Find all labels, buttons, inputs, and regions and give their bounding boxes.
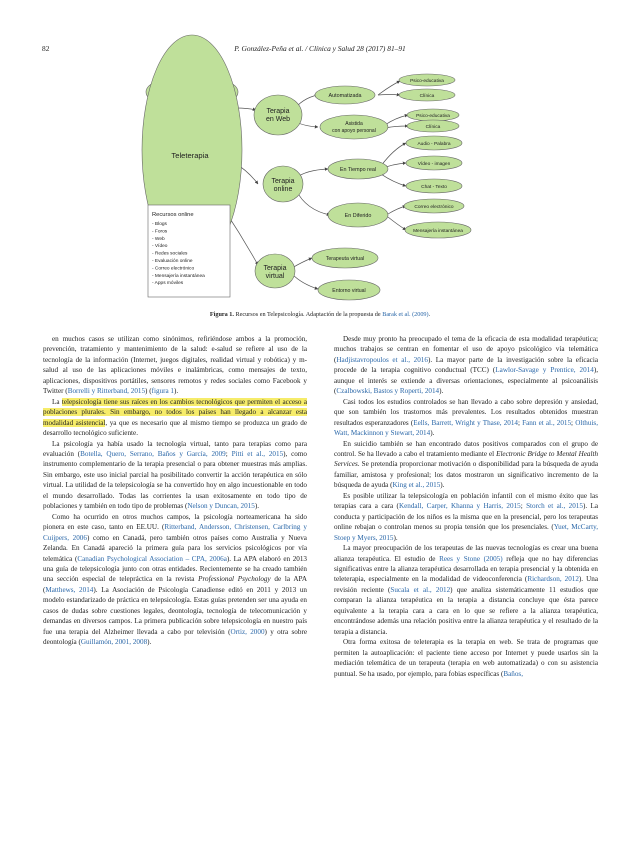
paragraph xyxy=(43,334,307,397)
terapia-web-label-2: en Web xyxy=(266,116,290,123)
body-text: ; xyxy=(518,418,523,427)
recursos-online-item: - Blogs xyxy=(152,222,167,227)
body-text: La psicología ya había usado la tecnología virtual, tanto para terapias como para evaluación ( xyxy=(43,439,307,458)
citation-link[interactable]: Ortiz, 2000 xyxy=(230,627,265,636)
citation-link[interactable]: Guillamón, 2001, 2008 xyxy=(80,638,148,647)
body-text: Como ha ocurrido en otros muchos campos, la psicología norteamericana ha sido pionera en este caso, tanto en EE.UU. ( xyxy=(43,512,307,532)
recursos-online-item: - Redes sociales xyxy=(152,251,188,257)
paragraph xyxy=(334,334,598,397)
recursos-online-item: - Evaluación online xyxy=(152,259,193,264)
body-text: La xyxy=(52,397,62,406)
citation-link[interactable]: Pitti et al., 2015 xyxy=(231,449,284,458)
citation-link[interactable]: Sucala et al., 2012 xyxy=(390,585,451,594)
mensajeria-label: Mensajería instantánea xyxy=(413,229,463,234)
paragraph xyxy=(43,512,307,648)
citation-link[interactable]: Hadjistavropoulos et al., 2016 xyxy=(336,355,428,364)
citation-link[interactable]: Ritterband, Andersson, Christensen, Carlbring y Cuijpers, 2006 xyxy=(43,523,307,542)
figure-caption xyxy=(42,311,598,318)
body-text: ). xyxy=(254,502,259,511)
figure-label: Figura 1. xyxy=(209,311,234,318)
citation-link[interactable]: Rees y Stone (2005) xyxy=(439,554,503,563)
body-text: , ya que es necesario que al mismo tiempo se produzca un grado de desarrollo tecnológico suficiente. xyxy=(43,418,307,438)
asistida-node xyxy=(320,115,388,139)
body-text: ). La conducta y participación de los niños es la misma que en la presencial, pero los terapeutas online rebajan o controlan menos su propia tensión que los presenciales. ( xyxy=(334,502,598,532)
recursos-online-item: - Apps móviles xyxy=(152,281,184,287)
body-text: Es posible utilizar la telepsicología en población infantil con el mismo éxito que las terapias cara a cara ( xyxy=(334,491,598,511)
recursos-online-item: - Correo electrónico xyxy=(152,266,195,272)
terapeuta-virtual-label: Terapeuta virtual xyxy=(325,256,365,262)
terapia-web-node xyxy=(254,95,302,135)
body-text: ; xyxy=(225,449,232,458)
body-text: ). xyxy=(147,638,152,647)
italic-text: Professional Psychology xyxy=(198,575,271,584)
citation-link[interactable]: Eells, Barrett, Wright y Thase, 2014 xyxy=(413,418,519,427)
body-text: ). La APA elaboró en 2013 una guía de telepsicología junto con otras entidades. Recientemente se ha creado también una sección especial de telepráctica en la revista xyxy=(43,554,307,584)
body-text: ; xyxy=(520,502,527,511)
body-text: ) que analiza sistemáticamente 11 estudios que comparan la alianza terapéutica en la terapia a distancia concluye que ésta parece equivalente a la terapia cara a cara en lo que se refiere a la alianza terapéutica, encontrándose además una relación positiva entre la alianza terapéutica y el resultado de la terapia a distancia. xyxy=(334,585,598,636)
left-text-column xyxy=(43,334,307,648)
figure-1-diagram xyxy=(0,0,640,340)
citation-link[interactable]: Matthews, 2014 xyxy=(45,585,94,594)
recursos-online-title: Recursos online xyxy=(152,212,194,218)
body-text: ), como instrumento complementario de la terapia presencial o para obtener muestras más amplias. Sin embargo, este uso inicial parcial ha posibilitado convertir la acción terapéutica en sólo virtual. La utilidad de la telepsicología se ha convertido hoy en algo incuestionable en todo el mundo desarrollado. Todas las corrientes la usan exitosamente en todo tipo de poblaciones y también en todo tipo de problemas ( xyxy=(43,449,308,511)
citation-link[interactable]: Canadian Psychological Association – CPA, 2006a xyxy=(77,554,227,563)
terapia-web-label-1: Terapia xyxy=(266,108,290,115)
body-text: en muchos casos se utilizan como sinónimos, refiriéndose ambos a la promoción, prevención, tratamiento y mantenimiento de la salud: e-salud se refiere al uso de la tecnología de la información (Internet, juegos digitales, realidad virtual y robótica) y m-salud al uso de las aplicaciones móviles e inalámbricas, como mensajes de texto, aplicaciones, dispositivos portátiles, sensores remotos y redes sociales como Facebook y Twitter ( xyxy=(43,335,307,396)
body-text: En suicidio también se han encontrado datos positivos comparados con el grupo de control. Se ha llevado a cabo el tratamiento mediante el xyxy=(334,439,598,458)
body-text: ), aunque el interés se extiende a diversas orientaciones, especialmente al psicoanálisis ( xyxy=(334,366,598,396)
right-text-column xyxy=(334,334,598,679)
body-text: de la APA ( xyxy=(43,575,307,594)
audio-label: Audio - Palabra xyxy=(417,142,451,147)
terapia-virtual-label-1: Terapia xyxy=(263,265,287,272)
recursos-online-item: - Foros xyxy=(152,229,168,235)
paragraph xyxy=(334,397,598,439)
psicoeducativa-label-1: Psico-educativa xyxy=(410,79,444,84)
video-label: Vídeo - imagen xyxy=(417,162,451,167)
recursos-online-item: - Vídeo xyxy=(152,244,168,250)
body-text: refleja que no hay diferencias significativas entre la alianza terapéutica desarrollada en terapia presencial y la obtenida en teleterapia, especialmente en la modalidad de videoconferencia ( xyxy=(334,554,598,584)
body-text: La mayor preocupación de los terapeutas de las nuevas tecnologías es crear una buena alianza terapéutica. El estudio de xyxy=(334,544,598,563)
body-text: Casi todos los estudios controlados se han llevado a cabo sobre depresión y ansiedad, que son también los trastornos más prevalentes. Los resultados obtenidos muestran resultados esperanzadores ( xyxy=(334,397,598,427)
paragraph xyxy=(334,439,598,491)
entorno-virtual-label: Entorno virtual xyxy=(332,288,366,294)
teleterapia-label: Teleterapia xyxy=(171,151,209,160)
asistida-label-2: con apoyo personal xyxy=(332,128,376,134)
terapia-online-label-2: online xyxy=(273,186,293,193)
clinica-label-1: Clínica xyxy=(419,94,435,99)
paragraph xyxy=(43,439,307,512)
citation-link[interactable]: Yuet, McCarty, Stoep y Myers, 2015 xyxy=(334,523,598,542)
body-text: ). xyxy=(393,533,398,542)
body-text: ). La Asociación de Psicología Canadiense editó en 2011 y 2013 un modelo estandarizado de práctica en telepsicología. Estas guías pretenden ser una ayuda en casos de dudas sobre cuestiones legales, deontología, tecnología de telecomunicación y demandas en diversos campos. La primera publicación sobre telepsicología en nuestro país fue una terapia del Alzheimer llevada a cabo por televisión ( xyxy=(43,585,308,636)
citation-link[interactable]: Borrelli y Ritterband, 2015 xyxy=(67,387,146,396)
citation-link[interactable]: figura 1 xyxy=(151,387,174,396)
diferido-label: En Diferido xyxy=(344,213,372,219)
body-text: Otra forma exitosa de teleterapia es la terapia en web. Se trata de programas que permiten la autoaplicación: el paciente tiene acceso por Internet y puede usarlos sin la mediación telemática de un terapeuta (terapia en web automatizada) o con su asistencia puntual. Se ha usado, por ejemplo, para fobias específicas ( xyxy=(334,638,598,678)
citation-link[interactable]: Olthuis, Watt, Mackinnon y Stewart, 2014 xyxy=(334,418,599,438)
body-text: . Se pretendía proporcionar motivación o disponibilidad para la búsqueda de ayuda familiar, amistosa y profesional; los datos mostraron un significativo incremento de la búsqueda de ayuda ( xyxy=(334,460,598,490)
psicoeducativa-label-2: Psico-educativa xyxy=(416,114,450,119)
caption-end: . xyxy=(428,311,431,318)
caption-reference[interactable]: Barak et al. (2009) xyxy=(382,311,429,318)
citation-link[interactable]: Czalbowski, Bastos y Roperti, 2014 xyxy=(336,387,440,396)
journal-citation: P. González-Peña et al. / Clínica y Salud 28 (2017) 81–91 xyxy=(234,44,406,53)
body-text: ; xyxy=(571,418,576,427)
paragraph xyxy=(43,397,307,439)
body-text: ). xyxy=(440,481,445,490)
body-text: ). xyxy=(430,429,435,438)
citation-link[interactable]: Nelson y Duncan, 2015 xyxy=(187,502,255,511)
paragraph xyxy=(334,543,598,637)
tiempo-real-label: En Tiempo real xyxy=(339,167,377,173)
terapia-online-label-1: Terapia xyxy=(271,178,295,185)
body-text: ). xyxy=(439,387,444,396)
citation-link[interactable]: Fann et al., 2015 xyxy=(522,418,572,427)
body-text: ). xyxy=(174,387,179,396)
automatizada-label: Automatizada xyxy=(328,93,362,99)
clinica-label-2: Clínica xyxy=(425,125,441,130)
citation-link[interactable]: Botella, Quero, Serrano, Baños y García, 2009 xyxy=(80,449,226,458)
paragraph xyxy=(334,491,598,543)
citation-link[interactable]: Lawlor-Savage y Prentice, 2014 xyxy=(495,366,594,375)
chat-label: Chat - Texto xyxy=(421,185,447,190)
correo-label: Correo electrónico xyxy=(414,205,454,210)
body-text: ) ( xyxy=(145,387,152,396)
body-text: Desde muy pronto ha preocupado el tema de la eficacia de esta modalidad terapéutica; muchos trabajos se centran en fomentar el uso de apoyo psicológico vía telemática ( xyxy=(334,335,598,364)
body-text: ). La mayor parte de la investigación sobre la eficacia procede de la terapia cognitivo conductual (TCC) ( xyxy=(334,355,598,375)
body-text: ) como en Canadá, pero también otros países como Australia y Nueva Zelanda. En Canadá apareció la primera guía para los servicios psicológicos por vía telemática ( xyxy=(43,533,307,563)
highlighted-text: telepsicología tiene sus raíces en los cambios tecnológicos que permiten el acceso a poblaciones plurales. Sin embargo, no todos los países han llegado a alcanzar esta modalidad asistencial xyxy=(43,397,307,427)
paragraph xyxy=(334,637,598,679)
citation-link[interactable]: Baños, xyxy=(503,669,523,678)
body-text: ) y otra sobre deontología ( xyxy=(43,627,307,647)
citation-link[interactable]: Storch et al., 2015 xyxy=(526,502,583,511)
terapia-virtual-label-2: virtual xyxy=(265,273,285,280)
body-text: ). Una revisión reciente ( xyxy=(334,575,598,594)
recursos-online-item: - Web xyxy=(152,236,165,242)
page-number: 82 xyxy=(42,44,50,53)
citation-link[interactable]: Kendall, Carper, Khanna y Harris, 2015 xyxy=(398,502,521,511)
recursos-online-item: - Mensajería instantánea xyxy=(152,273,205,279)
citation-link[interactable]: King et al., 2015 xyxy=(392,481,441,490)
caption-text: Recursos en Telepsicología. Adaptación de la propuesta de xyxy=(235,311,381,318)
citation-link[interactable]: Richardson, 2012 xyxy=(527,575,579,584)
italic-text: Electronic Bridge to Mental Health Services xyxy=(334,449,599,469)
asistida-label-1: Asistida xyxy=(345,121,363,127)
